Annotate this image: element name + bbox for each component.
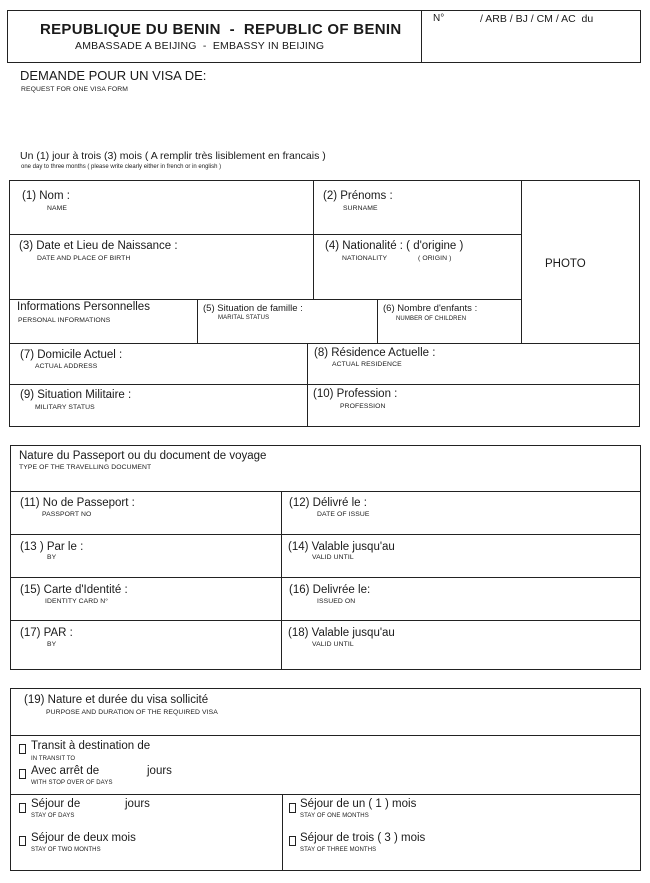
col-line-c [377,299,378,343]
row-line-1 [9,234,521,235]
form-title: DEMANDE POUR UN VISA DE: [20,68,207,83]
military-label-en: MILITARY STATUS [35,404,95,411]
instructions-text: Un (1) jour à trois (3) mois ( A remplir très lisiblement en francais ) [20,150,326,162]
residence-label-en: ACTUAL RESIDENCE [332,361,402,368]
col-line-a [313,180,314,299]
nom-label: (1) Nom : [22,190,70,202]
issue-date-label-en: DATE OF ISSUE [317,511,370,518]
transit-checkbox[interactable] [19,744,26,754]
id-issued-on-label: (16) Delivrée le: [289,584,371,596]
personal-info-heading: Informations Personnelles [17,301,150,313]
stopover-checkbox[interactable] [19,769,26,779]
birth-label: (3) Date et Lieu de Naissance : [19,240,178,252]
stay-days-checkbox[interactable] [19,803,26,813]
stopover-label: Avec arrêt de [31,765,100,777]
passport-line-2 [10,534,641,535]
nationality-origin-en: ( ORIGIN ) [418,255,452,262]
stopover-days-label: jours [147,765,172,777]
valid-until-label: (14) Valable jusqu'au [288,541,395,553]
col-line-d [307,343,308,427]
issued-by-label: (13 ) Par le : [20,541,84,553]
profession-label: (10) Profession : [313,388,398,400]
stay-two-months-label-en: STAY OF TWO MONTHS [31,847,101,853]
stay-three-months-label: Séjour de trois ( 3 ) mois [300,832,426,844]
stay-three-months-checkbox[interactable] [289,836,296,846]
stay-one-month-label-en: STAY OF ONE MONTHS [300,813,369,819]
photo-divider [521,180,522,343]
issue-date-label: (12) Délivré le : [289,497,367,509]
nationality-label: (4) Nationalité : ( d'origine ) [325,240,464,252]
transit-label-en: IN TRANSIT TO [31,756,76,762]
id-valid-until-label: (18) Valable jusqu'au [288,627,395,639]
visa-line-2 [10,794,641,795]
passport-line-3 [10,577,641,578]
id-issued-on-label-en: ISSUED ON [317,598,356,605]
marital-label: (5) Situation de famille : [203,303,303,314]
id-card-label: (15) Carte d'Identité : [20,584,128,596]
stopover-label-en: WITH STOP OVER OF DAYS [31,780,113,786]
header-subtitle: AMBASSADE A BEIJING - EMBASSY IN BEIJING [75,40,325,52]
visa-line-1 [10,735,641,736]
stay-two-months-label: Séjour de deux mois [31,832,136,844]
valid-until-label-en: VALID UNTIL [312,554,354,561]
stay-one-month-checkbox[interactable] [289,803,296,813]
header-divider [421,10,422,63]
row-line-4 [9,384,640,385]
passport-line-4 [10,620,641,621]
reference-codes: / ARB / BJ / CM / AC du [480,13,594,25]
marital-label-en: MARITAL STATUS [218,315,270,321]
id-issued-by-label: (17) PAR : [20,627,73,639]
reference-number-label: N° [433,13,445,24]
issued-by-label-en: BY [47,554,57,561]
row-line-3 [9,343,640,344]
col-line-b [197,299,198,343]
document-type-label: Nature du Passeport ou du document de voyage [19,450,267,462]
residence-label: (8) Résidence Actuelle : [314,347,436,359]
stay-two-months-checkbox[interactable] [19,836,26,846]
header-title: REPUBLIQUE DU BENIN - REPUBLIC OF BENIN [40,21,402,38]
passport-no-label-en: PASSPORT NO [42,511,92,518]
photo-placeholder: PHOTO [545,258,586,270]
stay-one-month-label: Séjour de un ( 1 ) mois [300,798,417,810]
stay-days-unit-label: jours [125,798,150,810]
passport-line-1 [10,491,641,492]
id-card-label-en: IDENTITY CARD N° [45,598,109,605]
address-label: (7) Domicile Actuel : [20,349,123,361]
passport-col-line [281,491,282,670]
id-valid-until-label-en: VALID UNTIL [312,641,354,648]
instructions-english: one day to three months ( please write clearly either in french or in english ) [21,164,222,170]
address-label-en: ACTUAL ADDRESS [35,363,98,370]
personal-info-heading-en: PERSONAL INFORMATIONS [18,317,111,324]
visa-purpose-label-en: PURPOSE AND DURATION OF THE REQUIRED VISA [46,709,218,716]
children-label-en: NUMBER OF CHILDREN [396,316,467,322]
nom-label-en: NAME [47,205,68,212]
nationality-label-en: NATIONALITY [342,255,388,262]
profession-label-en: PROFESSION [340,403,386,410]
prenoms-label: (2) Prénoms : [323,190,393,202]
transit-label: Transit à destination de [31,740,151,752]
stay-days-label: Séjour de [31,798,81,810]
passport-no-label: (11) No de Passeport : [20,497,135,509]
stay-three-months-label-en: STAY OF THREE MONTHS [300,847,377,853]
birth-label-en: DATE AND PLACE OF BIRTH [37,255,131,262]
military-label: (9) Situation Militaire : [20,389,132,401]
row-line-2 [9,299,521,300]
visa-col-line [282,794,283,871]
prenoms-label-en: SURNAME [343,205,378,212]
document-type-label-en: TYPE OF THE TRAVELLING DOCUMENT [19,464,152,471]
form-title-english: REQUEST FOR ONE VISA FORM [21,86,128,93]
stay-days-label-en: STAY OF DAYS [31,813,75,819]
children-label: (6) Nombre d'enfants : [383,303,478,314]
visa-purpose-label: (19) Nature et durée du visa sollicité [24,694,209,706]
id-issued-by-label-en: BY [47,641,57,648]
